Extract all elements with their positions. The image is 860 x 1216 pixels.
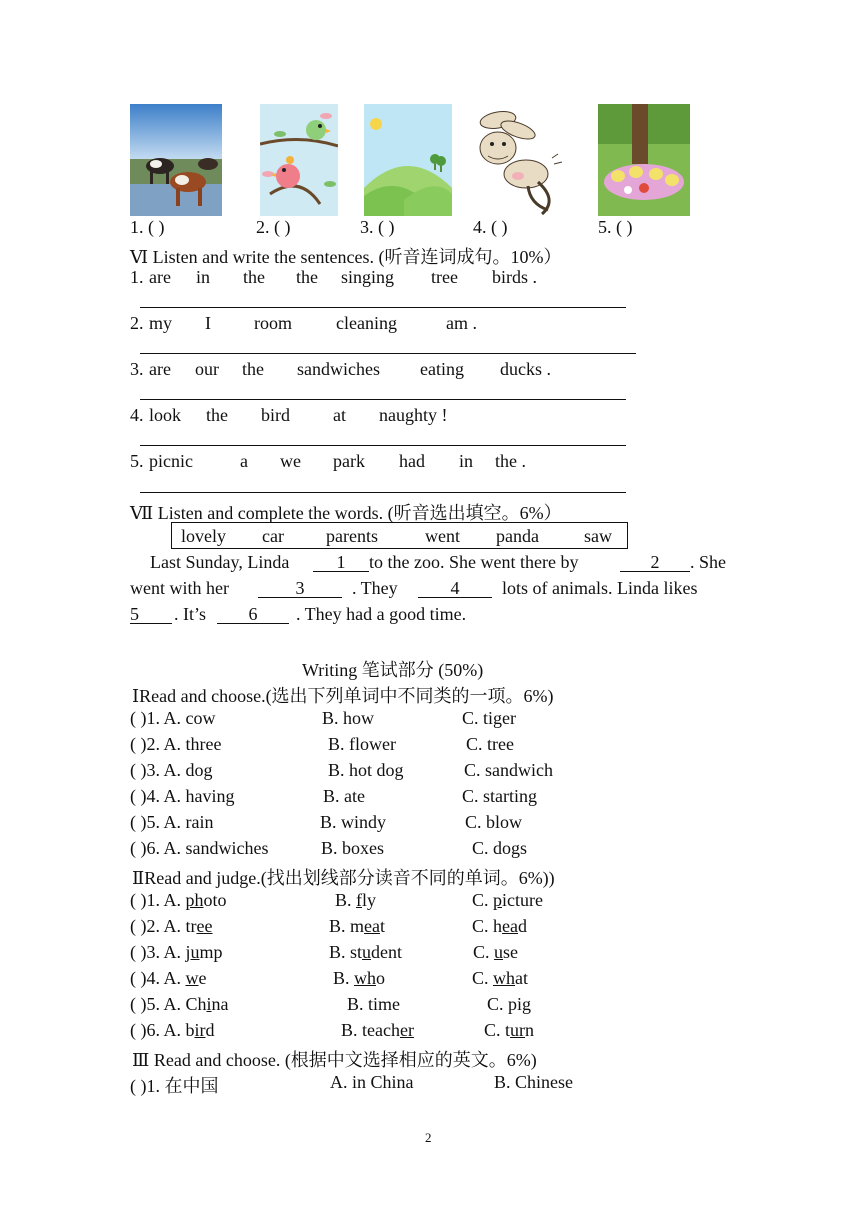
- word-part: B. teach: [341, 1020, 400, 1040]
- sentence-5-word: we: [280, 451, 301, 471]
- word-part: oto: [203, 890, 227, 910]
- word-part: b: [185, 1020, 195, 1040]
- part-2-row-4-c: [472, 968, 528, 989]
- underlined-part: ir: [194, 1020, 206, 1040]
- sentence-2-word: my: [149, 313, 173, 333]
- word-part: Ch: [185, 994, 207, 1014]
- row-prefix: ( )5. A.: [130, 994, 186, 1014]
- word-part: t: [380, 916, 386, 936]
- sentence-2-word: cleaning: [336, 313, 397, 333]
- picture-label-2: 2. ( ): [256, 217, 291, 237]
- sentence-4-word: at: [333, 405, 346, 425]
- picture-picnic: [598, 104, 690, 216]
- word-part: d: [518, 916, 527, 936]
- passage-blank-4[interactable]: [418, 578, 492, 599]
- writing-title: Writing 笔试部分 (50%): [302, 660, 484, 680]
- sentence-4-word: the: [206, 405, 228, 425]
- sentence-1-word: tree: [431, 267, 458, 287]
- sentence-1-word: in: [196, 267, 211, 287]
- word-bank-box: [171, 522, 628, 549]
- part-1-row-3-a: ( )3. A. dog: [130, 760, 213, 780]
- passage-text: Last Sunday, Linda: [150, 552, 290, 572]
- passage-blank-5[interactable]: [130, 604, 172, 625]
- word-part: mp: [199, 942, 223, 962]
- sentence-4-number: 4.: [130, 405, 144, 425]
- blank-number: 1: [313, 553, 369, 572]
- underlined-part: u: [362, 942, 372, 962]
- sentence-5-word: had: [399, 451, 425, 471]
- part-1-row-1-b: B. how: [322, 708, 375, 728]
- part-3-row-1-b: B. Chinese: [494, 1072, 573, 1092]
- part-2-row-1-a: [130, 890, 227, 911]
- part-2-row-1-c: [472, 890, 543, 911]
- sentence-1-word: the: [243, 267, 265, 287]
- row-prefix: ( )1. A.: [130, 890, 186, 910]
- passage-text: . She: [690, 552, 726, 572]
- part-2-row-4-b: [333, 968, 385, 989]
- word-part: y: [367, 890, 377, 910]
- word-part: C.: [472, 890, 494, 910]
- sentence-5-word: a: [240, 451, 248, 471]
- underlined-part: ph: [185, 890, 204, 910]
- sentence-1-word: the: [296, 267, 318, 287]
- part-1-row-4-b: B. ate: [323, 786, 365, 806]
- answer-line-1[interactable]: [140, 307, 626, 308]
- part-1-row-6-c: C. dogs: [472, 838, 528, 858]
- part-1-row-1-a: ( )1. A. cow: [130, 708, 216, 728]
- part-2-row-6-c: [484, 1020, 534, 1041]
- word-part: na: [211, 994, 229, 1014]
- picture-birds: [260, 104, 338, 216]
- sentence-4-word: look: [149, 405, 182, 425]
- blank-number: 3: [258, 579, 342, 598]
- picture-label-3: 3. ( ): [360, 217, 395, 237]
- part-1-row-2-a: ( )2. A. three: [130, 734, 222, 754]
- word-part: C.: [473, 942, 495, 962]
- sentence-2-word: room: [254, 313, 292, 333]
- part-1-row-5-c: C. blow: [465, 812, 523, 832]
- section-6-title: Ⅵ Listen and write the sentences. (听音连词成句。10%）: [130, 247, 562, 267]
- underlined-part: i: [206, 994, 212, 1014]
- word-part: e: [198, 968, 207, 988]
- underlined-part: wh: [354, 968, 377, 988]
- sentence-5-word: the .: [495, 451, 526, 471]
- part-1-row-4-c: C. starting: [462, 786, 537, 806]
- underlined-part: u: [190, 942, 200, 962]
- passage-blank-1[interactable]: [313, 552, 369, 573]
- part-2-row-3-a: [130, 942, 223, 963]
- underlined-part: f: [356, 890, 363, 910]
- part-1-row-2-b: B. flower: [328, 734, 396, 754]
- part-3-row-1-question: ( )1. 在中国: [130, 1076, 219, 1096]
- part-1-row-5-b: B. windy: [320, 812, 387, 832]
- sentence-1-number: 1.: [130, 267, 144, 287]
- word-bank-item: went: [425, 526, 460, 546]
- word-bank-item: parents: [326, 526, 378, 546]
- word-part: B. m: [329, 916, 365, 936]
- word-bank-item: saw: [584, 526, 612, 546]
- word-part: j: [185, 942, 191, 962]
- part-1-row-5-a: ( )5. A. rain: [130, 812, 214, 832]
- underlined-part: wh: [493, 968, 516, 988]
- sentence-3-word: sandwiches: [297, 359, 380, 379]
- sentence-3-word: the: [242, 359, 264, 379]
- passage-blank-2[interactable]: [620, 552, 690, 573]
- sentence-2-number: 2.: [130, 313, 144, 333]
- answer-line-3[interactable]: [140, 399, 626, 400]
- sentence-1-word: are: [149, 267, 171, 287]
- word-bank-item: panda: [496, 526, 539, 546]
- sentence-3-number: 3.: [130, 359, 144, 379]
- picture-label-5: 5. ( ): [598, 217, 633, 237]
- passage-text: . They had a good time.: [296, 604, 467, 624]
- row-prefix: ( )3. A.: [130, 942, 186, 962]
- part-1-row-6-b: B. boxes: [321, 838, 384, 858]
- underlined-part: ea: [502, 916, 518, 936]
- part-1-row-4-a: ( )4. A. having: [130, 786, 235, 806]
- part-2-row-2-b: [329, 916, 385, 937]
- part-2-row-1-b: [335, 890, 376, 911]
- sentence-2-word: am .: [446, 313, 477, 333]
- passage-text: . It’s: [174, 604, 207, 624]
- word-bank-item: lovely: [181, 526, 226, 546]
- sentence-3-word: ducks .: [500, 359, 551, 379]
- underlined-part: u: [494, 942, 504, 962]
- answer-line-5[interactable]: [140, 492, 626, 493]
- underlined-part: er: [399, 1020, 414, 1040]
- passage-text: lots of animals. Linda likes: [502, 578, 698, 598]
- picture-rabbit: [468, 104, 568, 216]
- underlined-part: w: [185, 968, 199, 988]
- part-2-row-3-c: [473, 942, 518, 963]
- word-part: B. st: [329, 942, 363, 962]
- part-3-title: Ⅲ Read and choose. (根据中文选择相应的英文。6%): [132, 1050, 537, 1070]
- word-part: o: [376, 968, 386, 988]
- part-3-row-1-a: A. in China: [330, 1072, 414, 1092]
- sentence-1-word: birds .: [492, 267, 537, 287]
- underlined-part: ea: [364, 916, 380, 936]
- passage-text: went with her: [130, 578, 229, 598]
- row-prefix: ( )6. A.: [130, 1020, 186, 1040]
- picture-label-4: 4. ( ): [473, 217, 508, 237]
- picture-cows: [130, 104, 222, 216]
- part-2-row-5-c: [487, 994, 531, 1015]
- word-part: icture: [502, 890, 543, 910]
- section-7-title: Ⅶ Listen and complete the words. (听音选出填空。6%）: [130, 503, 562, 523]
- passage-blank-3[interactable]: [258, 578, 342, 599]
- part-2-row-5-a: [130, 994, 229, 1015]
- passage-blank-6[interactable]: [217, 604, 289, 625]
- word-part: B. time: [347, 994, 400, 1014]
- underlined-part: g: [522, 994, 532, 1014]
- word-part: n: [525, 1020, 535, 1040]
- underlined-part: ur: [510, 1020, 526, 1040]
- word-part: B.: [335, 890, 357, 910]
- word-part: C. t: [484, 1020, 511, 1040]
- blank-number: 5: [130, 605, 172, 624]
- part-1-row-2-c: C. tree: [466, 734, 514, 754]
- blank-number: 2: [620, 553, 690, 572]
- part-2-row-2-c: [472, 916, 527, 937]
- word-part: B.: [333, 968, 355, 988]
- sentence-3-word: are: [149, 359, 171, 379]
- underlined-part: ee: [196, 916, 213, 936]
- part-1-title: ⅠRead and choose.(选出下列单词中不同类的一项。6%): [132, 686, 554, 706]
- sentence-5-word: picnic: [149, 451, 193, 471]
- sentence-2-word: I: [205, 313, 211, 333]
- word-bank-item: car: [262, 526, 284, 546]
- part-2-title: ⅡRead and judge.(找出划线部分读音不同的单词。6%)): [132, 868, 555, 888]
- word-part: C.: [472, 968, 494, 988]
- part-1-row-3-b: B. hot dog: [328, 760, 404, 780]
- sentence-5-number: 5.: [130, 451, 144, 471]
- page-number: 2: [425, 1130, 432, 1145]
- passage-text: . They: [352, 578, 398, 598]
- word-part: se: [503, 942, 519, 962]
- sentence-4-word: bird: [261, 405, 290, 425]
- part-2-row-6-a: [130, 1020, 215, 1041]
- answer-line-2[interactable]: [140, 353, 636, 354]
- part-1-row-1-c: C. tiger: [462, 708, 516, 728]
- part-2-row-2-a: [130, 916, 212, 937]
- part-1-row-6-a: ( )6. A. sandwiches: [130, 838, 269, 858]
- sentence-3-word: our: [195, 359, 219, 379]
- sentence-3-word: eating: [420, 359, 464, 379]
- word-part: tr: [185, 916, 197, 936]
- part-2-row-5-b: [347, 994, 400, 1015]
- word-part: d: [205, 1020, 215, 1040]
- word-part: C. h: [472, 916, 503, 936]
- underlined-part: p: [493, 890, 503, 910]
- answer-line-4[interactable]: [140, 445, 626, 446]
- picture-hills: [364, 104, 452, 216]
- blank-number: 6: [217, 605, 289, 624]
- word-part: dent: [371, 942, 403, 962]
- blank-number: 4: [418, 579, 492, 598]
- row-prefix: ( )4. A.: [130, 968, 186, 988]
- sentence-4-word: naughty !: [379, 405, 448, 425]
- word-part: C. pi: [487, 994, 523, 1014]
- picture-label-1: 1. ( ): [130, 217, 165, 237]
- row-prefix: ( )2. A.: [130, 916, 186, 936]
- part-1-row-3-c: C. sandwich: [464, 760, 553, 780]
- word-part: at: [515, 968, 529, 988]
- word-part: l: [362, 890, 368, 910]
- sentence-5-word: in: [459, 451, 474, 471]
- part-2-row-3-b: [329, 942, 402, 963]
- part-2-row-4-a: [130, 968, 207, 989]
- part-2-row-6-b: [341, 1020, 414, 1041]
- sentence-5-word: park: [333, 451, 365, 471]
- sentence-1-word: singing: [341, 267, 395, 287]
- passage-text: to the zoo. She went there by: [369, 552, 579, 572]
